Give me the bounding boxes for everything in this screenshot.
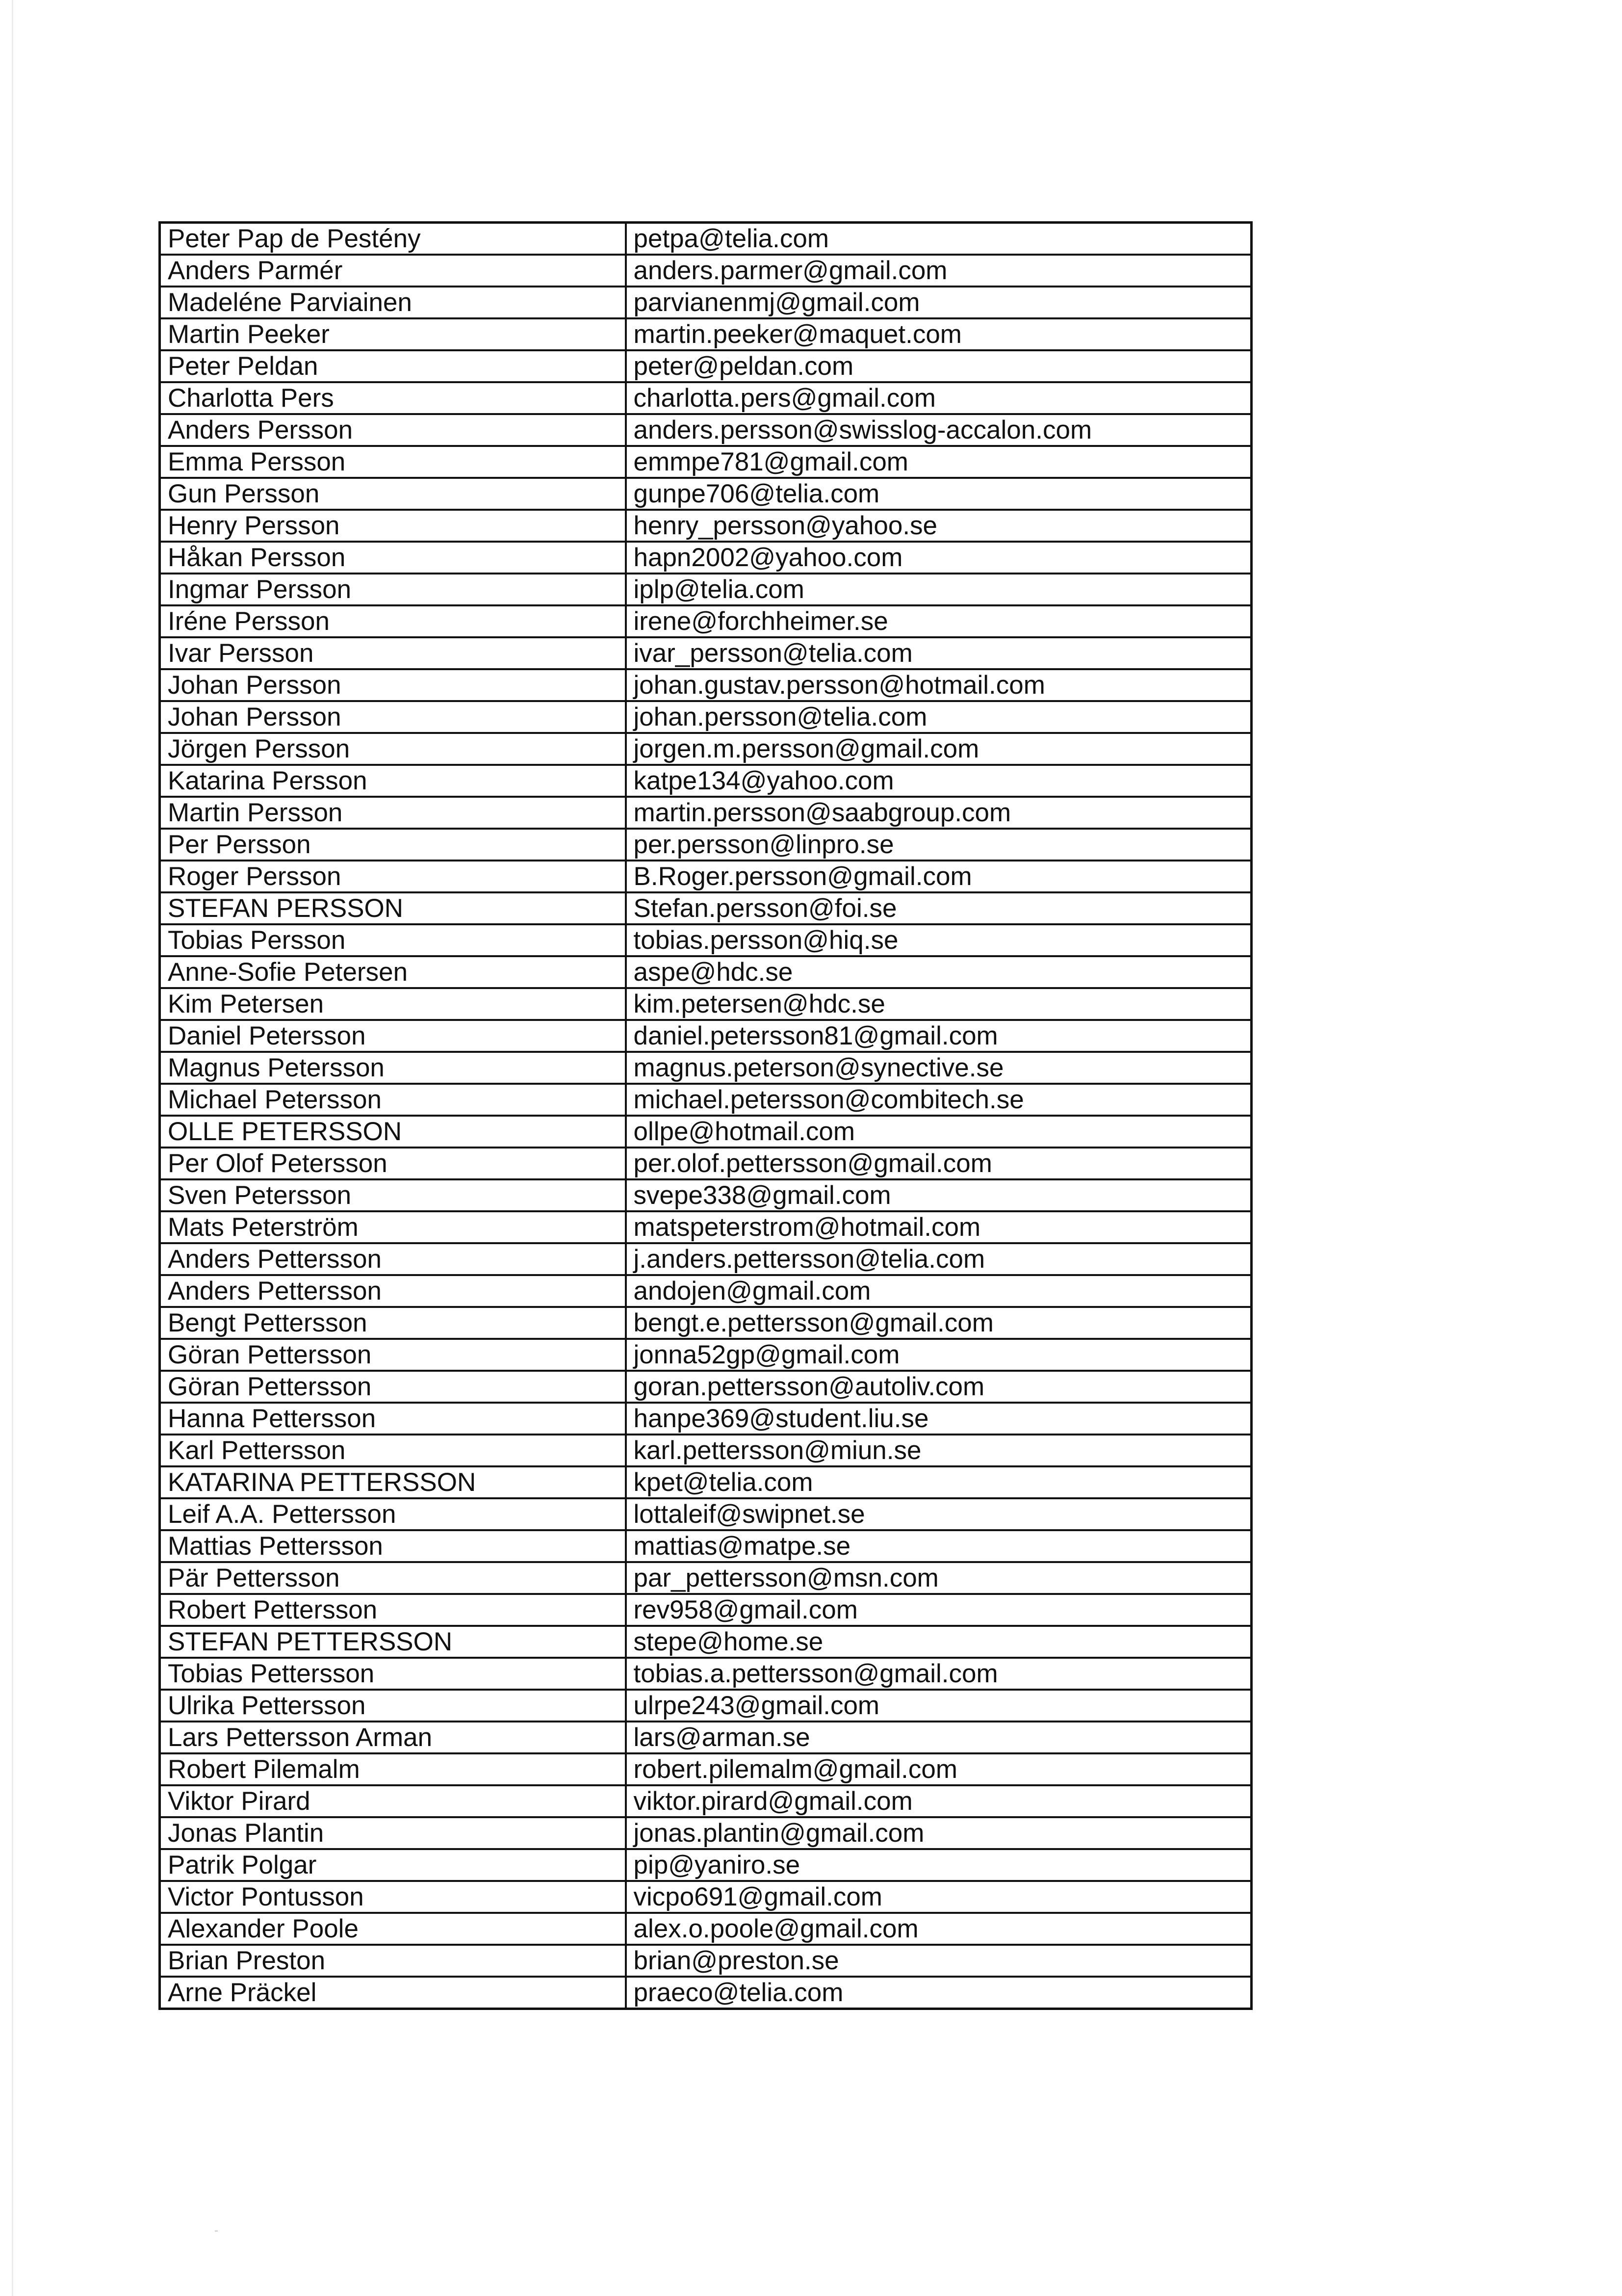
table-row xyxy=(160,797,1252,829)
contact-name: Emma Persson xyxy=(160,446,626,478)
contact-email: ivar_persson@telia.com xyxy=(626,637,1252,669)
contact-email: B.Roger.persson@gmail.com xyxy=(626,861,1252,892)
contact-name: Karl Pettersson xyxy=(160,1435,626,1466)
contact-email: par_pettersson@msn.com xyxy=(626,1562,1252,1594)
contact-email: svepe338@gmail.com xyxy=(626,1179,1252,1211)
contact-name: Mattias Pettersson xyxy=(160,1530,626,1562)
contact-name: Robert Pettersson xyxy=(160,1594,626,1626)
contact-email: aspe@hdc.se xyxy=(626,956,1252,988)
contact-email: charlotta.pers@gmail.com xyxy=(626,382,1252,414)
contact-name: Pär Pettersson xyxy=(160,1562,626,1594)
table-row xyxy=(160,1116,1252,1148)
contact-email: jonas.plantin@gmail.com xyxy=(626,1817,1252,1849)
contact-email: ulrpe243@gmail.com xyxy=(626,1690,1252,1722)
table-row xyxy=(160,1148,1252,1179)
contact-name: Martin Persson xyxy=(160,797,626,829)
table-row xyxy=(160,765,1252,797)
scan-speck xyxy=(215,2230,218,2232)
contact-name: Henry Persson xyxy=(160,510,626,542)
contact-name: Göran Pettersson xyxy=(160,1339,626,1371)
contact-email: mattias@matpe.se xyxy=(626,1530,1252,1562)
contact-name: Alexander Poole xyxy=(160,1913,626,1945)
table-row xyxy=(160,1881,1252,1913)
contact-name: Jonas Plantin xyxy=(160,1817,626,1849)
contact-email: lars@arman.se xyxy=(626,1722,1252,1753)
table-row xyxy=(160,350,1252,382)
contact-name: Hanna Pettersson xyxy=(160,1403,626,1435)
contact-name: Sven Petersson xyxy=(160,1179,626,1211)
contact-name: Anne-Sofie Petersen xyxy=(160,956,626,988)
contact-name: STEFAN PETTERSSON xyxy=(160,1626,626,1658)
table-row xyxy=(160,1371,1252,1403)
contact-name: Charlotta Pers xyxy=(160,382,626,414)
table-row xyxy=(160,1403,1252,1435)
contact-name: Victor Pontusson xyxy=(160,1881,626,1913)
table-row xyxy=(160,1945,1252,1977)
contact-email: per.olof.pettersson@gmail.com xyxy=(626,1148,1252,1179)
contact-email: pip@yaniro.se xyxy=(626,1849,1252,1881)
table-row xyxy=(160,1785,1252,1817)
contact-name: Per Persson xyxy=(160,829,626,861)
contact-email: per.persson@linpro.se xyxy=(626,829,1252,861)
contact-table xyxy=(158,221,1253,2010)
contact-email: viktor.pirard@gmail.com xyxy=(626,1785,1252,1817)
contact-name: Bengt Pettersson xyxy=(160,1307,626,1339)
contact-email: anders.persson@swisslog-accalon.com xyxy=(626,414,1252,446)
contact-name: Peter Pap de Pestény xyxy=(160,223,626,255)
contact-name: Johan Persson xyxy=(160,669,626,701)
contact-email: vicpo691@gmail.com xyxy=(626,1881,1252,1913)
contact-email: karl.pettersson@miun.se xyxy=(626,1435,1252,1466)
contact-email: johan.persson@telia.com xyxy=(626,701,1252,733)
table-row xyxy=(160,1052,1252,1084)
contact-email: j.anders.pettersson@telia.com xyxy=(626,1243,1252,1275)
table-row xyxy=(160,924,1252,956)
contact-name: Jörgen Persson xyxy=(160,733,626,765)
contact-name: Anders Parmér xyxy=(160,255,626,287)
table-row xyxy=(160,1690,1252,1722)
contact-name: Anders Pettersson xyxy=(160,1243,626,1275)
table-row xyxy=(160,318,1252,350)
table-row xyxy=(160,223,1252,255)
table-row xyxy=(160,733,1252,765)
contact-email: tobias.persson@hiq.se xyxy=(626,924,1252,956)
contact-email: kim.petersen@hdc.se xyxy=(626,988,1252,1020)
table-row xyxy=(160,988,1252,1020)
contact-name: Anders Persson xyxy=(160,414,626,446)
contact-email: lottaleif@swipnet.se xyxy=(626,1498,1252,1530)
contact-email: michael.petersson@combitech.se xyxy=(626,1084,1252,1116)
table-row xyxy=(160,287,1252,318)
contact-email: henry_persson@yahoo.se xyxy=(626,510,1252,542)
table-row xyxy=(160,1243,1252,1275)
table-row xyxy=(160,446,1252,478)
contact-email: irene@forchheimer.se xyxy=(626,605,1252,637)
contact-name: Kim Petersen xyxy=(160,988,626,1020)
table-row xyxy=(160,1020,1252,1052)
contact-email: martin.persson@saabgroup.com xyxy=(626,797,1252,829)
table-row xyxy=(160,1179,1252,1211)
contact-email: Stefan.persson@foi.se xyxy=(626,892,1252,924)
contact-name: Håkan Persson xyxy=(160,542,626,574)
table-row xyxy=(160,669,1252,701)
contact-email: daniel.petersson81@gmail.com xyxy=(626,1020,1252,1052)
contact-email: ollpe@hotmail.com xyxy=(626,1116,1252,1148)
contact-name: Brian Preston xyxy=(160,1945,626,1977)
table-row xyxy=(160,1084,1252,1116)
contact-email: johan.gustav.persson@hotmail.com xyxy=(626,669,1252,701)
contact-name: Johan Persson xyxy=(160,701,626,733)
contact-name: Leif A.A. Pettersson xyxy=(160,1498,626,1530)
contact-name: Göran Pettersson xyxy=(160,1371,626,1403)
table-row xyxy=(160,892,1252,924)
table-row xyxy=(160,542,1252,574)
contact-name: Magnus Petersson xyxy=(160,1052,626,1084)
table-row xyxy=(160,1562,1252,1594)
table-row xyxy=(160,574,1252,605)
contact-email: stepe@home.se xyxy=(626,1626,1252,1658)
table-row xyxy=(160,1626,1252,1658)
table-row xyxy=(160,255,1252,287)
contact-name: Roger Persson xyxy=(160,861,626,892)
table-row xyxy=(160,1275,1252,1307)
contact-email: petpa@telia.com xyxy=(626,223,1252,255)
contact-email: iplp@telia.com xyxy=(626,574,1252,605)
contact-name: Mats Peterström xyxy=(160,1211,626,1243)
table-row xyxy=(160,701,1252,733)
contact-email: matspeterstrom@hotmail.com xyxy=(626,1211,1252,1243)
contact-name: Tobias Persson xyxy=(160,924,626,956)
contact-email: bengt.e.pettersson@gmail.com xyxy=(626,1307,1252,1339)
contact-name: Iréne Persson xyxy=(160,605,626,637)
contact-email: martin.peeker@maquet.com xyxy=(626,318,1252,350)
table-row xyxy=(160,1530,1252,1562)
contact-name: KATARINA PETTERSSON xyxy=(160,1466,626,1498)
table-row xyxy=(160,1435,1252,1466)
contact-email: goran.pettersson@autoliv.com xyxy=(626,1371,1252,1403)
table-row xyxy=(160,1594,1252,1626)
contact-name: Arne Präckel xyxy=(160,1977,626,2009)
contact-rows xyxy=(160,223,1252,2009)
contact-email: jonna52gp@gmail.com xyxy=(626,1339,1252,1371)
contact-email: katpe134@yahoo.com xyxy=(626,765,1252,797)
contact-email: rev958@gmail.com xyxy=(626,1594,1252,1626)
contact-name: Ulrika Pettersson xyxy=(160,1690,626,1722)
contact-name: Ingmar Persson xyxy=(160,574,626,605)
table-row xyxy=(160,1817,1252,1849)
table-row xyxy=(160,1753,1252,1785)
contact-email: jorgen.m.persson@gmail.com xyxy=(626,733,1252,765)
contact-name: Lars Pettersson Arman xyxy=(160,1722,626,1753)
contact-email: andojen@gmail.com xyxy=(626,1275,1252,1307)
contact-name: Per Olof Petersson xyxy=(160,1148,626,1179)
contact-email: gunpe706@telia.com xyxy=(626,478,1252,510)
table-row xyxy=(160,1722,1252,1753)
table-row xyxy=(160,382,1252,414)
contact-email: praeco@telia.com xyxy=(626,1977,1252,2009)
scan-edge-line xyxy=(12,0,13,2296)
contact-name: Michael Petersson xyxy=(160,1084,626,1116)
contact-email: magnus.peterson@synective.se xyxy=(626,1052,1252,1084)
contact-name: Martin Peeker xyxy=(160,318,626,350)
contact-name: Ivar Persson xyxy=(160,637,626,669)
contact-email: hapn2002@yahoo.com xyxy=(626,542,1252,574)
contact-email: robert.pilemalm@gmail.com xyxy=(626,1753,1252,1785)
contact-email: kpet@telia.com xyxy=(626,1466,1252,1498)
table-row xyxy=(160,1913,1252,1945)
contact-email: alex.o.poole@gmail.com xyxy=(626,1913,1252,1945)
contact-email: peter@peldan.com xyxy=(626,350,1252,382)
table-row xyxy=(160,1307,1252,1339)
table-row xyxy=(160,637,1252,669)
table-row xyxy=(160,1339,1252,1371)
contact-email: anders.parmer@gmail.com xyxy=(626,255,1252,287)
contact-email: brian@preston.se xyxy=(626,1945,1252,1977)
contact-name: Viktor Pirard xyxy=(160,1785,626,1817)
contact-name: Tobias Pettersson xyxy=(160,1658,626,1690)
contact-email: parvianenmj@gmail.com xyxy=(626,287,1252,318)
table-row xyxy=(160,1977,1252,2009)
table-row xyxy=(160,1498,1252,1530)
table-row xyxy=(160,861,1252,892)
contact-name: Anders Pettersson xyxy=(160,1275,626,1307)
table-row xyxy=(160,510,1252,542)
table-row xyxy=(160,478,1252,510)
table-row xyxy=(160,1658,1252,1690)
contact-email: emmpe781@gmail.com xyxy=(626,446,1252,478)
contact-name: Patrik Polgar xyxy=(160,1849,626,1881)
contact-name: Peter Peldan xyxy=(160,350,626,382)
contact-name: Gun Persson xyxy=(160,478,626,510)
contact-name: STEFAN PERSSON xyxy=(160,892,626,924)
contact-name: Robert Pilemalm xyxy=(160,1753,626,1785)
contact-name: Daniel Petersson xyxy=(160,1020,626,1052)
table-row xyxy=(160,414,1252,446)
table-row xyxy=(160,829,1252,861)
table-row xyxy=(160,1849,1252,1881)
contact-email: hanpe369@student.liu.se xyxy=(626,1403,1252,1435)
table-row xyxy=(160,956,1252,988)
contact-name: Katarina Persson xyxy=(160,765,626,797)
table-row xyxy=(160,1211,1252,1243)
contact-name: Madeléne Parviainen xyxy=(160,287,626,318)
contact-email: tobias.a.pettersson@gmail.com xyxy=(626,1658,1252,1690)
table-row xyxy=(160,1466,1252,1498)
contact-name: OLLE PETERSSON xyxy=(160,1116,626,1148)
table-row xyxy=(160,605,1252,637)
